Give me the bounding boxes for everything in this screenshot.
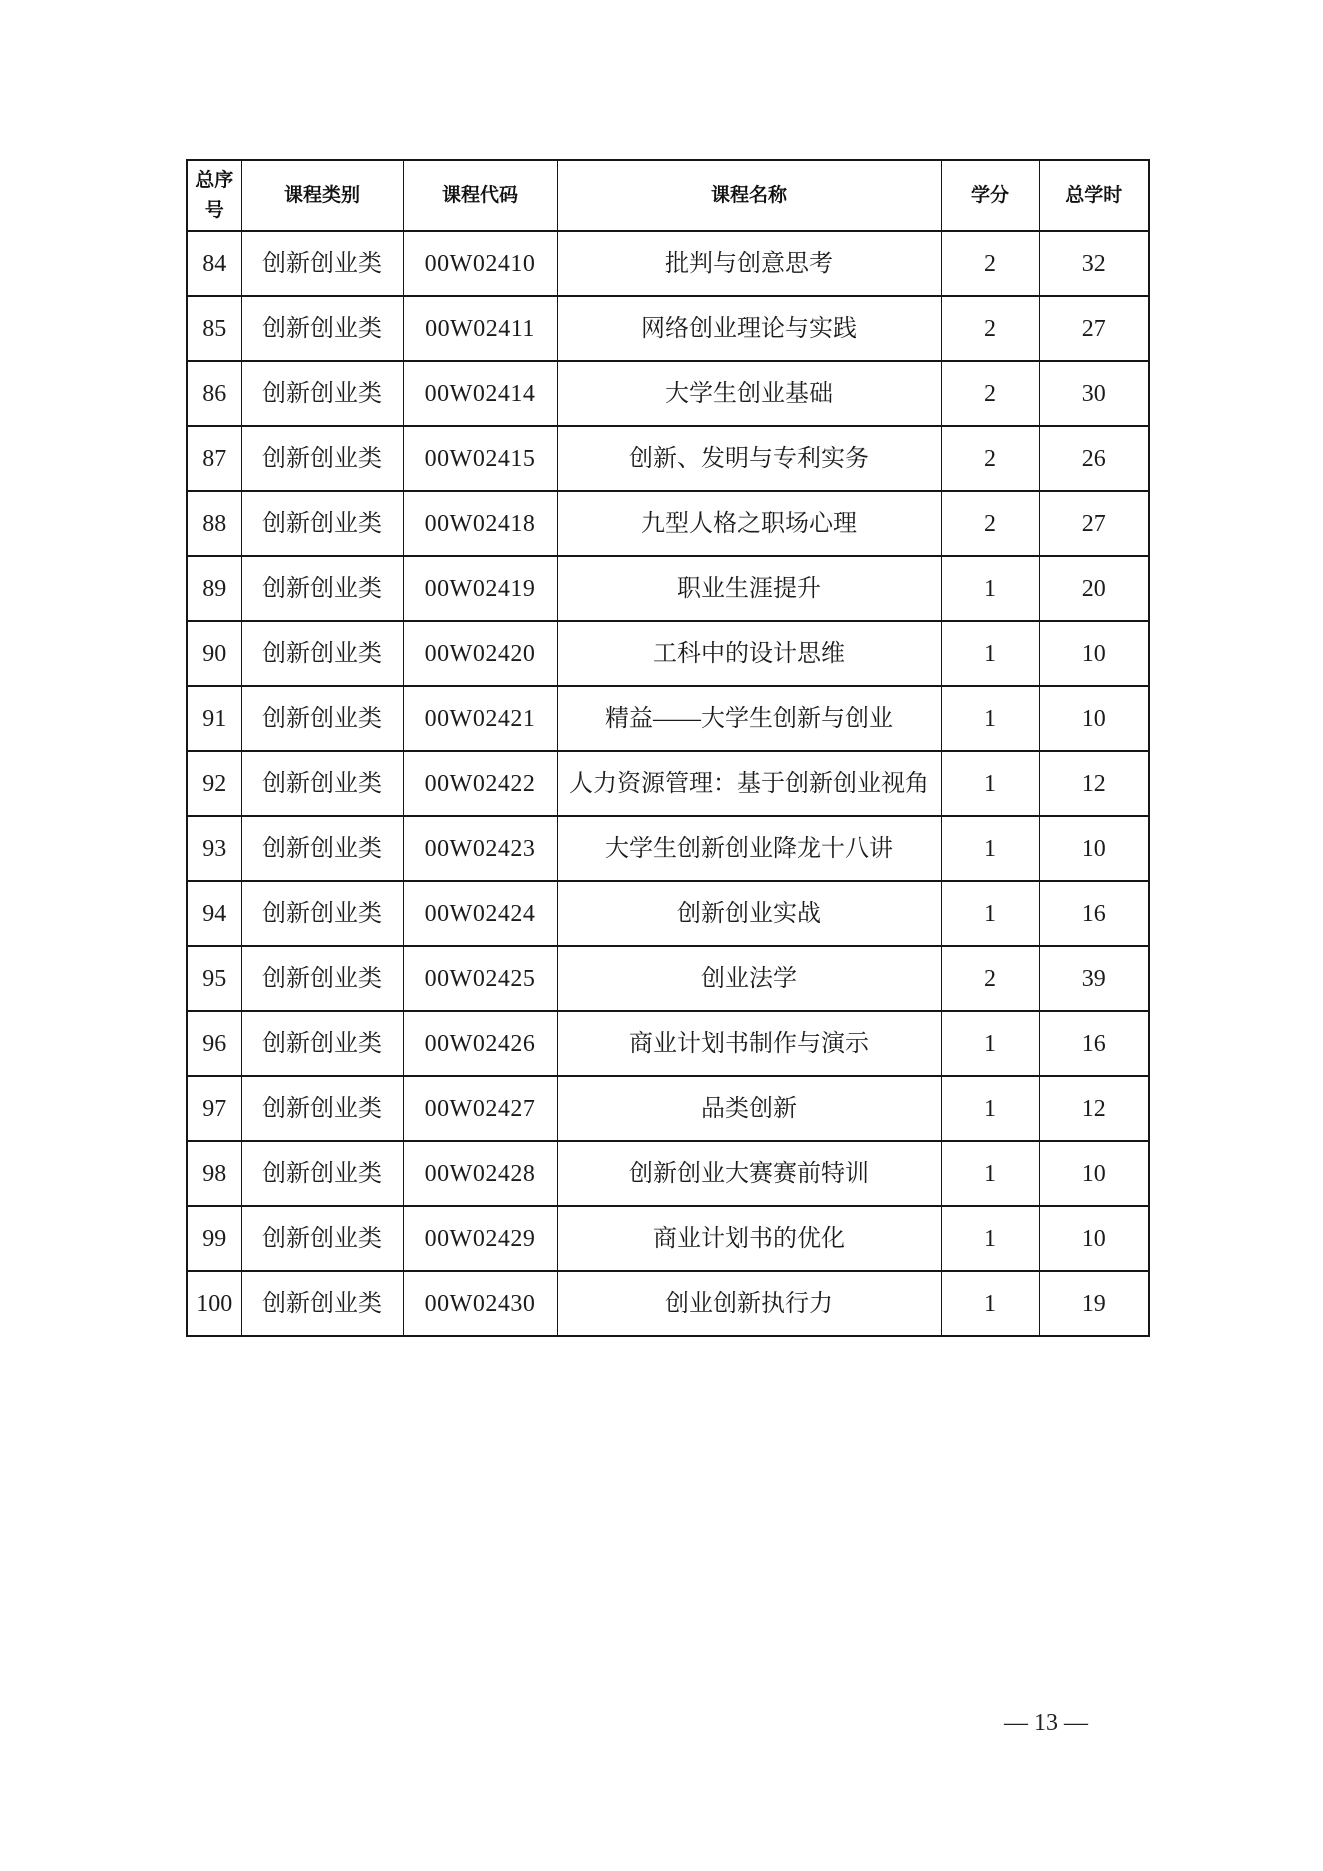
cell-category: 创新创业类 xyxy=(241,1271,403,1336)
cell-code: 00W02430 xyxy=(403,1271,557,1336)
cell-course-name: 创业创新执行力 xyxy=(557,1271,941,1336)
cell-category: 创新创业类 xyxy=(241,816,403,881)
table-row xyxy=(187,231,1149,296)
page-number: — 13 — xyxy=(1004,1710,1088,1736)
cell-course-name: 品类创新 xyxy=(557,1076,941,1141)
cell-hours: 26 xyxy=(1039,426,1149,491)
cell-serial: 98 xyxy=(187,1141,241,1206)
cell-hours: 10 xyxy=(1039,1141,1149,1206)
cell-course-name: 批判与创意思考 xyxy=(557,231,941,296)
cell-serial: 99 xyxy=(187,1206,241,1271)
cell-credits: 1 xyxy=(941,751,1039,816)
cell-category: 创新创业类 xyxy=(241,1011,403,1076)
cell-hours: 10 xyxy=(1039,816,1149,881)
header-cell-name: 课程名称 xyxy=(557,160,941,231)
cell-credits: 2 xyxy=(941,491,1039,556)
cell-course-name: 创新创业大赛赛前特训 xyxy=(557,1141,941,1206)
cell-category: 创新创业类 xyxy=(241,946,403,1011)
course-table xyxy=(186,159,1150,1337)
cell-code: 00W02423 xyxy=(403,816,557,881)
header-cell-credits: 学分 xyxy=(941,160,1039,231)
cell-course-name: 人力资源管理：基于创新创业视角 xyxy=(557,751,941,816)
cell-serial: 95 xyxy=(187,946,241,1011)
cell-course-name: 大学生创业基础 xyxy=(557,361,941,426)
cell-category: 创新创业类 xyxy=(241,556,403,621)
cell-hours: 12 xyxy=(1039,1076,1149,1141)
cell-code: 00W02428 xyxy=(403,1141,557,1206)
table-row xyxy=(187,556,1149,621)
cell-course-name: 工科中的设计思维 xyxy=(557,621,941,686)
cell-code: 00W02424 xyxy=(403,881,557,946)
cell-category: 创新创业类 xyxy=(241,686,403,751)
cell-serial: 84 xyxy=(187,231,241,296)
cell-course-name: 精益——大学生创新与创业 xyxy=(557,686,941,751)
cell-hours: 12 xyxy=(1039,751,1149,816)
cell-category: 创新创业类 xyxy=(241,491,403,556)
header-cell-serial: 总序号 xyxy=(187,160,241,231)
cell-serial: 93 xyxy=(187,816,241,881)
cell-code: 00W02421 xyxy=(403,686,557,751)
cell-code: 00W02410 xyxy=(403,231,557,296)
table-row xyxy=(187,686,1149,751)
table-row xyxy=(187,1141,1149,1206)
cell-hours: 20 xyxy=(1039,556,1149,621)
cell-category: 创新创业类 xyxy=(241,1206,403,1271)
table-row xyxy=(187,491,1149,556)
table-header-row xyxy=(187,160,1149,231)
cell-category: 创新创业类 xyxy=(241,621,403,686)
cell-category: 创新创业类 xyxy=(241,426,403,491)
cell-hours: 32 xyxy=(1039,231,1149,296)
cell-serial: 89 xyxy=(187,556,241,621)
cell-code: 00W02427 xyxy=(403,1076,557,1141)
cell-course-name: 商业计划书的优化 xyxy=(557,1206,941,1271)
cell-credits: 1 xyxy=(941,1011,1039,1076)
cell-credits: 2 xyxy=(941,296,1039,361)
cell-credits: 2 xyxy=(941,231,1039,296)
cell-credits: 1 xyxy=(941,1206,1039,1271)
table-row xyxy=(187,1076,1149,1141)
cell-credits: 1 xyxy=(941,621,1039,686)
cell-course-name: 创新创业实战 xyxy=(557,881,941,946)
cell-serial: 85 xyxy=(187,296,241,361)
cell-credits: 2 xyxy=(941,361,1039,426)
cell-category: 创新创业类 xyxy=(241,751,403,816)
table-row xyxy=(187,946,1149,1011)
cell-hours: 30 xyxy=(1039,361,1149,426)
cell-hours: 27 xyxy=(1039,296,1149,361)
cell-course-name: 创新、发明与专利实务 xyxy=(557,426,941,491)
cell-hours: 10 xyxy=(1039,686,1149,751)
cell-credits: 1 xyxy=(941,1076,1039,1141)
cell-hours: 16 xyxy=(1039,881,1149,946)
cell-category: 创新创业类 xyxy=(241,1076,403,1141)
cell-hours: 27 xyxy=(1039,491,1149,556)
cell-hours: 10 xyxy=(1039,1206,1149,1271)
table-row xyxy=(187,426,1149,491)
cell-credits: 1 xyxy=(941,556,1039,621)
cell-category: 创新创业类 xyxy=(241,1141,403,1206)
cell-credits: 1 xyxy=(941,1141,1039,1206)
cell-category: 创新创业类 xyxy=(241,296,403,361)
cell-code: 00W02429 xyxy=(403,1206,557,1271)
cell-credits: 1 xyxy=(941,1271,1039,1336)
cell-course-name: 大学生创新创业降龙十八讲 xyxy=(557,816,941,881)
cell-code: 00W02422 xyxy=(403,751,557,816)
header-cell-hours: 总学时 xyxy=(1039,160,1149,231)
table-row xyxy=(187,1206,1149,1271)
cell-hours: 19 xyxy=(1039,1271,1149,1336)
cell-course-name: 职业生涯提升 xyxy=(557,556,941,621)
cell-code: 00W02411 xyxy=(403,296,557,361)
table-row xyxy=(187,1271,1149,1336)
cell-code: 00W02414 xyxy=(403,361,557,426)
table-row xyxy=(187,816,1149,881)
cell-serial: 87 xyxy=(187,426,241,491)
table-row xyxy=(187,621,1149,686)
cell-credits: 1 xyxy=(941,816,1039,881)
header-cell-category: 课程类别 xyxy=(241,160,403,231)
cell-course-name: 创业法学 xyxy=(557,946,941,1011)
cell-course-name: 九型人格之职场心理 xyxy=(557,491,941,556)
cell-code: 00W02419 xyxy=(403,556,557,621)
cell-code: 00W02418 xyxy=(403,491,557,556)
cell-course-name: 网络创业理论与实践 xyxy=(557,296,941,361)
cell-hours: 39 xyxy=(1039,946,1149,1011)
cell-hours: 10 xyxy=(1039,621,1149,686)
cell-serial: 100 xyxy=(187,1271,241,1336)
cell-serial: 88 xyxy=(187,491,241,556)
cell-course-name: 商业计划书制作与演示 xyxy=(557,1011,941,1076)
cell-serial: 92 xyxy=(187,751,241,816)
cell-credits: 1 xyxy=(941,881,1039,946)
table-row xyxy=(187,881,1149,946)
cell-code: 00W02426 xyxy=(403,1011,557,1076)
cell-category: 创新创业类 xyxy=(241,361,403,426)
course-table-body xyxy=(187,231,1149,1336)
cell-serial: 86 xyxy=(187,361,241,426)
cell-credits: 2 xyxy=(941,946,1039,1011)
table-row xyxy=(187,361,1149,426)
cell-code: 00W02420 xyxy=(403,621,557,686)
cell-serial: 96 xyxy=(187,1011,241,1076)
table-row xyxy=(187,296,1149,361)
cell-credits: 1 xyxy=(941,686,1039,751)
cell-serial: 97 xyxy=(187,1076,241,1141)
cell-code: 00W02415 xyxy=(403,426,557,491)
cell-category: 创新创业类 xyxy=(241,881,403,946)
cell-serial: 91 xyxy=(187,686,241,751)
cell-code: 00W02425 xyxy=(403,946,557,1011)
table-row xyxy=(187,1011,1149,1076)
table-row xyxy=(187,751,1149,816)
header-cell-code: 课程代码 xyxy=(403,160,557,231)
cell-serial: 90 xyxy=(187,621,241,686)
cell-serial: 94 xyxy=(187,881,241,946)
cell-credits: 2 xyxy=(941,426,1039,491)
cell-category: 创新创业类 xyxy=(241,231,403,296)
cell-hours: 16 xyxy=(1039,1011,1149,1076)
